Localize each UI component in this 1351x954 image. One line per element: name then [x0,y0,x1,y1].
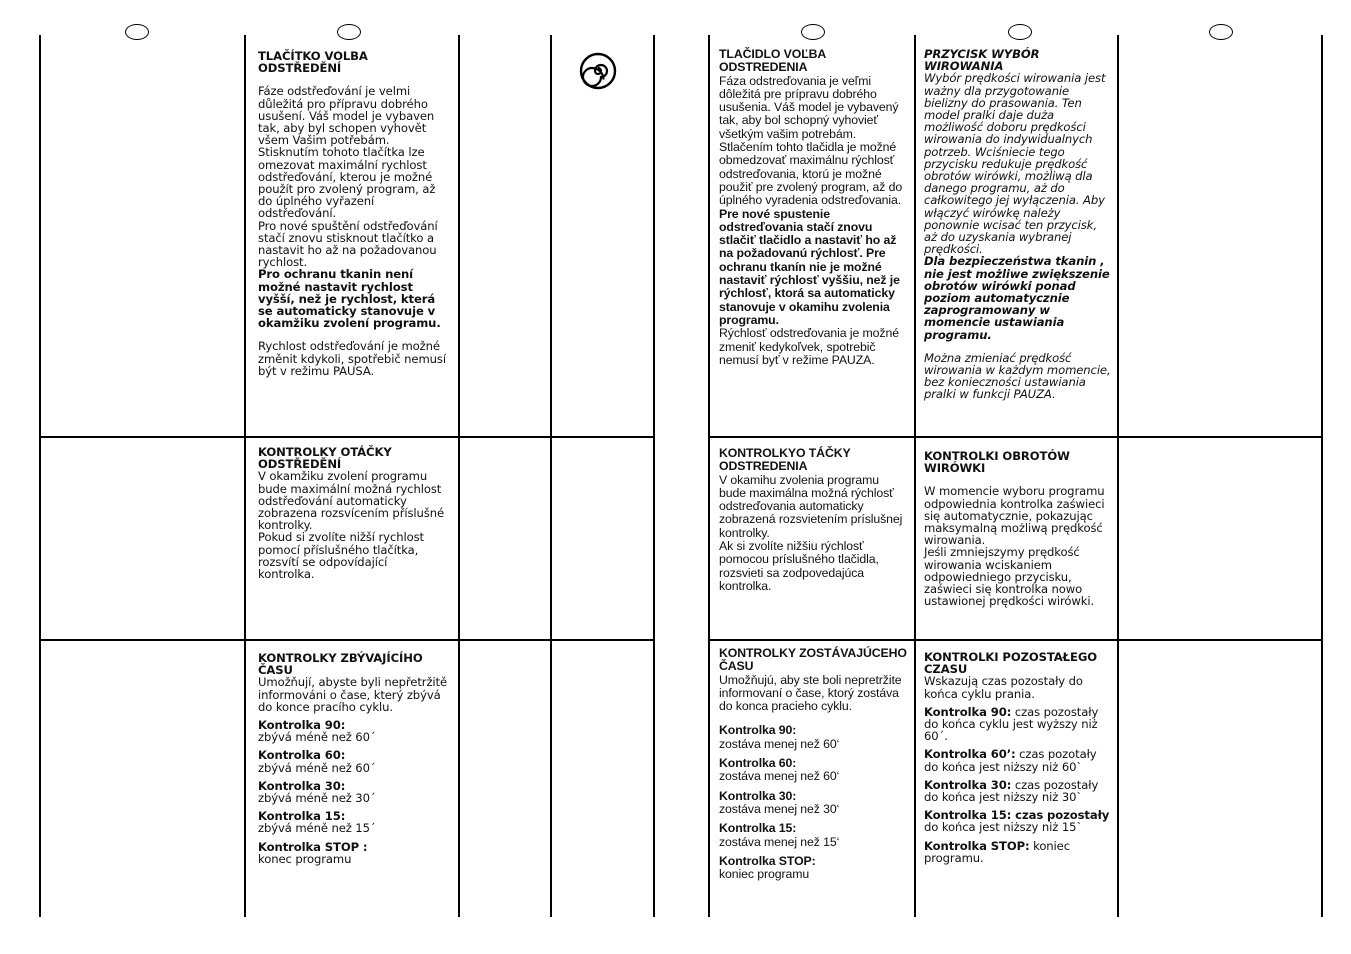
left-page-right-border [653,35,655,917]
row-divider [708,639,1323,641]
cz-item-label: Kontrolka 15: [258,809,346,824]
language-marker-oval [801,24,825,40]
column-divider [914,35,916,917]
language-marker-oval [1008,24,1032,40]
pl-led-text: Jeśli zmniejszymy prędkość wirowania wciskaniem odpowiedniego przycisku, zaświeci się kontrolka nowo ustawionej prędkości wirówki. [924,545,1095,609]
column-divider [1117,35,1119,917]
sk-spin-section [719,48,909,367]
sk-item-text: koniec programu [719,867,810,882]
sk-led-section [719,447,909,593]
sk-time-title: KONTROLKY ZOSTÁVAJÚCEHO ČASU [719,646,907,674]
sk-item-text: zostáva menej než 30‘ [719,801,840,816]
language-marker-oval [125,24,149,40]
sk-item-label: Kontrolka 30: [719,788,797,803]
cz-time-text: Umožňují, abyste byli nepřetržitě informováni o čase, který zbývá do konce pracího cyklu. [258,675,448,714]
sk-led-text: Ak si zvolíte nižšiu rýchlosť pomocou príslušného tlačidla, rozsvieti sa zodpovedajúca kontrolka. [719,539,879,593]
pl-spin-section [924,48,1112,401]
cz-item-label: Kontrolka STOP : [258,839,368,854]
cz-item-label: Kontrolka 60: [258,748,346,763]
cz-item-text: zbývá méně než 15´ [258,821,376,836]
column-divider [244,35,246,917]
column-divider [458,35,460,917]
sk-item-label: Kontrolka 60: [719,756,797,771]
cz-spin-section [258,50,448,377]
cz-time-title: KONTROLKY ZBÝVAJÍCÍHO ČASU [258,651,423,678]
pl-item-text: czas pozostały do końca cyklu jest wyższy niż 60´. [924,704,1099,744]
column-divider [550,35,552,917]
pl-item [924,706,1112,743]
sk-spin-text: Fáza odstreďovania je veľmi dôležitá pre prípravu dobrého usušenia. Váš model je vybavený tak, aby bol schopný vyhovieť všetkým vašim potrebám. [719,73,899,141]
cz-item-text: zbývá méně než 30´ [258,791,376,806]
pl-item-label: Kontrolka 60’: [924,747,1016,762]
sk-led-title: KONTROLKYO TÁČKY ODSTREDENIA [719,446,851,474]
pl-led-text: W momencie wyboru programu odpowiednia kontrolka zaświeci się automatycznie, pokazując maksymalną możliwą prędkość wirowania. [924,484,1105,548]
spin-icon [579,52,617,90]
sk-item-label: Kontrolka STOP: [719,853,816,868]
sk-spin-text: Rýchlosť odstreďovania je možné zmeniť kedykoľvek, spotrebič nemusí byť v režime PAUZA. [719,326,899,367]
cz-led-text: Pokud si zvolíte nižší rychlost pomocí příslušného tlačítka, rozsvítí se odpovídající kontrolka. [258,530,424,582]
row-divider [39,436,654,438]
pl-item-text: czas pozostały do końca jest niższy niż 30` [924,777,1099,805]
pl-item [924,809,1112,833]
cz-item-text: zbývá méně než 60´ [258,730,376,745]
pl-spin-text: Można zmieniać prędkość wirowania w każdym momencie, bez konieczności ustawiania pralki w funkcji PAUZA. [924,350,1111,402]
sk-item-text: zostáva menej než 60‘ [719,736,840,751]
cz-item-label: Kontrolka 30: [258,778,346,793]
row-divider [39,639,654,641]
pl-item-text: do końca jest niższy niż 15` [924,820,1083,835]
language-marker-oval [337,24,361,40]
cz-spin-text: Rychlost odstřeďování je možné změnit kdykoli, spotřebič nemusí být v režimu PAUSA. [258,339,446,378]
pl-item-label: Kontrolka 90: [924,704,1012,719]
pl-item [924,779,1112,803]
pl-led-section [924,450,1110,607]
pl-item-label: Kontrolka STOP: [924,838,1030,853]
pl-item-text: koniec programu. [924,838,1070,865]
cz-spin-text: Fáze odstřeďování je velmi důležitá pro přípravu dobrého usušení. Váš model je vybaven tak, aby byl schopen vyhovět všem Vašim potřebám. [258,84,435,148]
pl-item-label: Kontrolka 30: [924,777,1012,792]
cz-spin-text: Pro nové spuštění odstřeďování stačí znovu stisknout tlačítko a nastavit ho až na požadovanou rychlost. [258,218,438,270]
pl-spin-warning: Dla bezpieczeństwa tkanin , nie jest możliwe zwiększenie obrotów wirówki ponad poziom automatycznie zaprogramowany w momencie ustawiania programu. [924,254,1110,342]
language-marker-oval [1209,24,1233,40]
sk-time-text: Umožňujú, aby ste boli nepretržite informovaní o čase, ktorý zostáva do konca pracieho cyklu. [719,672,902,714]
cz-item-label: Kontrolka 90: [258,718,346,733]
pl-time-section [924,651,1112,864]
sk-item-label: Kontrolka 90: [719,723,797,738]
cz-item-text: zbývá méně než 60´ [258,760,376,775]
cz-time-section [258,652,448,865]
cz-led-section [258,446,446,580]
right-page-right-border [1321,35,1323,917]
sk-spin-title: TLAČIDLO VOĽBA ODSTREDENIA [719,47,826,75]
sk-time-section [719,647,909,881]
right-page-border [708,35,710,917]
cz-spin-warning: Pro ochranu tkanin není možné nastavit rychlost vyšší, než je rychlost, která se automaticky stanovuje v okamžiku zvolení programu. [258,267,441,331]
cz-led-text: V okamžiku zvolení programu bude maximální možná rychlost odstřeďování automaticky zobrazena rozsvícením příslušné kontrolky. [258,469,445,533]
left-page-border [39,35,41,917]
cz-led-title: KONTROLKY OTÁČKY ODSTŘEDĚNÍ [258,445,392,472]
pl-time-title: KONTROLKI POZOSTAŁEGO CZASU [924,650,1098,677]
pl-time-text: Wskazują czas pozostały do końca cyklu prania. [924,674,1083,701]
sk-spin-text: Stlačením tohto tlačidla je možné obmedzovať maximálnu rýchlosť odstreďovania, ktorú je možné použiť pre zvolený program, až do úplného vyradenia odstreďovania. [719,140,903,208]
cz-item-text: konec programu [258,851,352,866]
sk-spin-warning: Pre nové spustenie odstreďovania stačí znovu stlačiť tlačidlo a nastaviť ho až na požadovanú rýchlosť. Pre ochranu tkanín nie je možné nastaviť rýchlosť vyššiu, než je rýchlosť, ktorá sa automaticky stanovuje v okamihu zvolenia programu. [719,206,900,327]
cz-spin-text: Stisknutím tohoto tlačítka lze omezovat maximální rychlost odstřeďování, kterou je možné použít pro zvolený program, až do úplného vyřazení odstřeďování. [258,145,436,221]
cz-spin-title: TLAČÍTKO VOLBA ODSTŘEDĚNÍ [258,49,368,76]
pl-spin-title: PRZYCISK WYBÓR WIROWANIA [924,47,1040,74]
pl-item-text: czas pozotały do końca jest niższy niż 60` [924,747,1097,774]
pl-item [924,840,1112,864]
sk-item-text: zostáva menej než 15‘ [719,834,840,849]
row-divider [708,436,1323,438]
sk-item-text: zostáva menej než 60‘ [719,769,840,784]
pl-item-label: Kontrolka 15: czas pozostały [924,808,1110,823]
pl-item [924,748,1112,772]
pl-spin-text: Wybór prędkości wirowania jest ważny dla przygotowanie bielizny do prasowania. Ten model pralki daje duża możliwość doboru prędkości wirowania do indywidualnych potrzeb. Wciśniecie tego przycisku redukuje prędkość obrotów wirówki, możliwą dla danego programu, aż do całkowitego jej wyłączenia. Aby włączyć wirówkę należy ponownie wcisać ten przycisk, aż do uzyskania wybranej prędkości. [924,71,1106,257]
pl-led-title: KONTROLKI OBROTÓW WIRÓWKI [924,449,1070,476]
sk-led-text: V okamihu zvolenia programu bude maximálna možná rýchlosť odstreďovania automaticky zobrazená rozsvietením príslušnej kontrolky. [719,472,903,540]
sk-item-label: Kontrolka 15: [719,821,797,836]
